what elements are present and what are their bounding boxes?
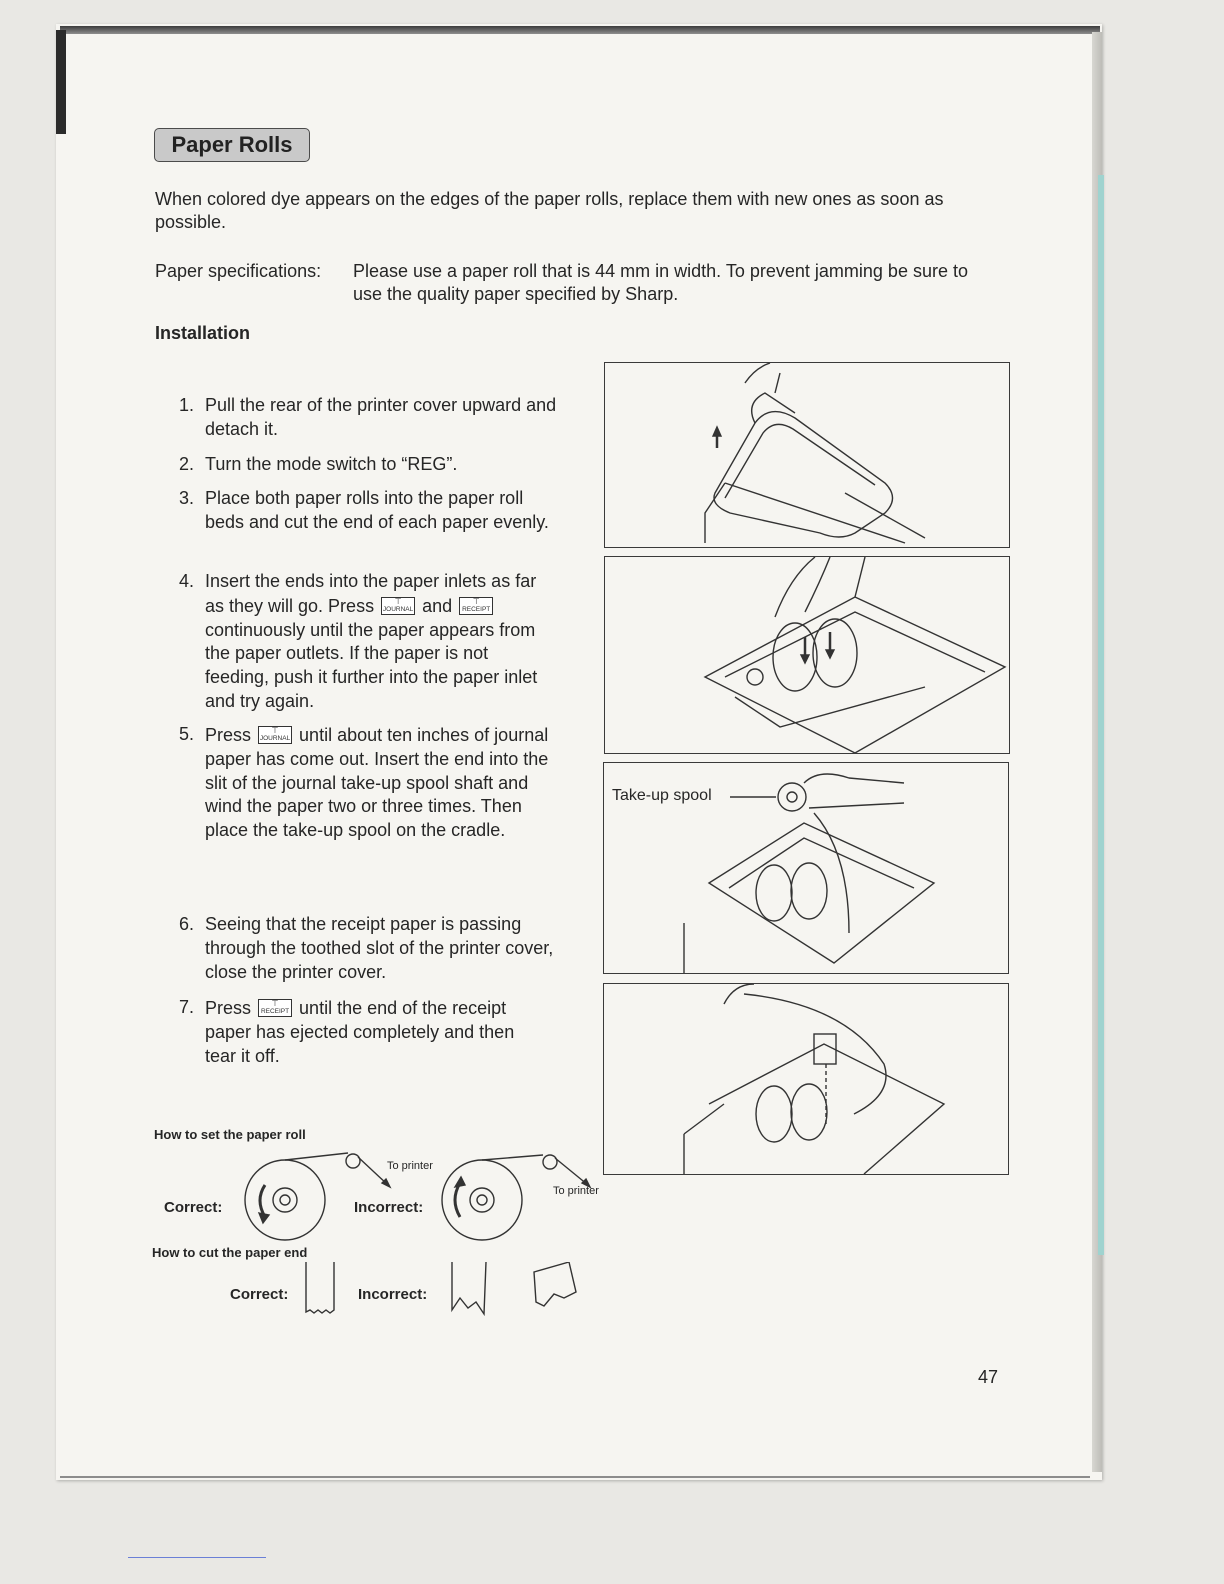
- journal-key-icon: ⊤ JOURNAL: [382, 596, 414, 613]
- step-2: [179, 453, 565, 477]
- roll-incorrect-diagram: [440, 1145, 610, 1245]
- receipt-key-label: RECEIPT: [260, 1008, 290, 1015]
- step-text-a: Press: [205, 998, 252, 1018]
- cut-correct-diagram: [300, 1262, 340, 1318]
- receipt-key-label: RECEIPT: [462, 605, 491, 613]
- take-up-spool-label: Take-up spool: [612, 787, 712, 804]
- installation-heading: Installation: [155, 323, 251, 343]
- set-roll-incorrect-label: Incorrect:: [354, 1199, 424, 1216]
- step-number: 2.: [179, 454, 195, 474]
- page-left-binding: [56, 30, 66, 134]
- spec-label: Paper specifications:: [155, 261, 322, 281]
- cut-end-heading: How to cut the paper end: [152, 1245, 308, 1260]
- journal-key-icon: ⊤ JOURNAL: [259, 726, 291, 742]
- illustration-insert-rolls: [604, 556, 1010, 754]
- set-roll-correct-label: Correct:: [164, 1199, 223, 1216]
- page-bottom-edge: [60, 1476, 1090, 1478]
- step-number: 1.: [179, 395, 195, 415]
- journal-key-label: JOURNAL: [382, 605, 414, 613]
- step-text: Turn the mode switch to “REG”.: [205, 454, 458, 474]
- step-number: 4.: [179, 571, 195, 591]
- step-text-b: until about ten inches of journal paper has come out. Insert the end into the slit of the journal take-up spool shaft and wind the paper two or three times. Then place the take-up spool on the cradle.: [205, 725, 549, 841]
- scan-artifact-line: [128, 1557, 266, 1558]
- step-text-b: continuously until the paper appears from the paper outlets. If the paper is not feeding, push it further into the paper inlet and try again.: [205, 619, 538, 711]
- to-printer-label-1: To printer: [387, 1160, 433, 1172]
- section-title: Paper Rolls: [154, 128, 310, 162]
- page-number: 47: [978, 1367, 999, 1387]
- page-top-edge: [60, 26, 1100, 34]
- step-number: 6.: [179, 914, 195, 934]
- set-roll-heading: How to set the paper roll: [154, 1127, 306, 1142]
- illustration-take-up-spool: [603, 762, 1009, 974]
- receipt-key-icon: ⊤ RECEIPT: [258, 999, 292, 1017]
- step-text-a: Insert the ends into the paper inlets as far as they will go. Press: [205, 571, 537, 616]
- step-text-b: until the end of the receipt paper has ejected completely and then tear it off.: [205, 998, 515, 1066]
- step-text-and: and: [422, 595, 453, 616]
- page-tab-edge: [1098, 175, 1104, 1255]
- cut-end-incorrect-label: Incorrect:: [358, 1286, 428, 1303]
- step-text: Pull the rear of the printer cover upward and detach it.: [205, 395, 557, 439]
- step-number: 5.: [179, 724, 195, 744]
- step-number: 7.: [179, 997, 195, 1017]
- to-printer-label-2: To printer: [553, 1185, 599, 1197]
- step-5: [179, 723, 555, 843]
- step-7: [179, 996, 550, 1068]
- illustration-remove-cover: [604, 362, 1010, 548]
- step-text: Place both paper rolls into the paper roll beds and cut the end of each paper evenly.: [205, 488, 549, 532]
- step-1: [179, 394, 565, 442]
- step-number: 3.: [179, 488, 195, 508]
- cut-incorrect-diagram: [444, 1262, 594, 1322]
- illustration-close-cover: [603, 983, 1009, 1175]
- step-text: Seeing that the receipt paper is passing through the toothed slot of the printer cover, close the printer cover.: [205, 914, 554, 982]
- step-3: [179, 487, 557, 535]
- step-4: [179, 570, 555, 714]
- receipt-key-icon: ⊤ RECEIPT: [459, 597, 493, 615]
- roll-correct-diagram: [240, 1145, 430, 1245]
- step-6: [179, 913, 560, 984]
- spec-text: Please use a paper roll that is 44 mm in width. To prevent jamming be sure to use the quality paper specified by Sharp.: [353, 261, 968, 304]
- step-text-a: Press: [205, 725, 252, 745]
- cut-end-correct-label: Correct:: [230, 1286, 289, 1303]
- intro-paragraph: When colored dye appears on the edges of the paper rolls, replace them with new ones as soon as possible.: [155, 189, 944, 232]
- journal-key-label: JOURNAL: [259, 735, 291, 742]
